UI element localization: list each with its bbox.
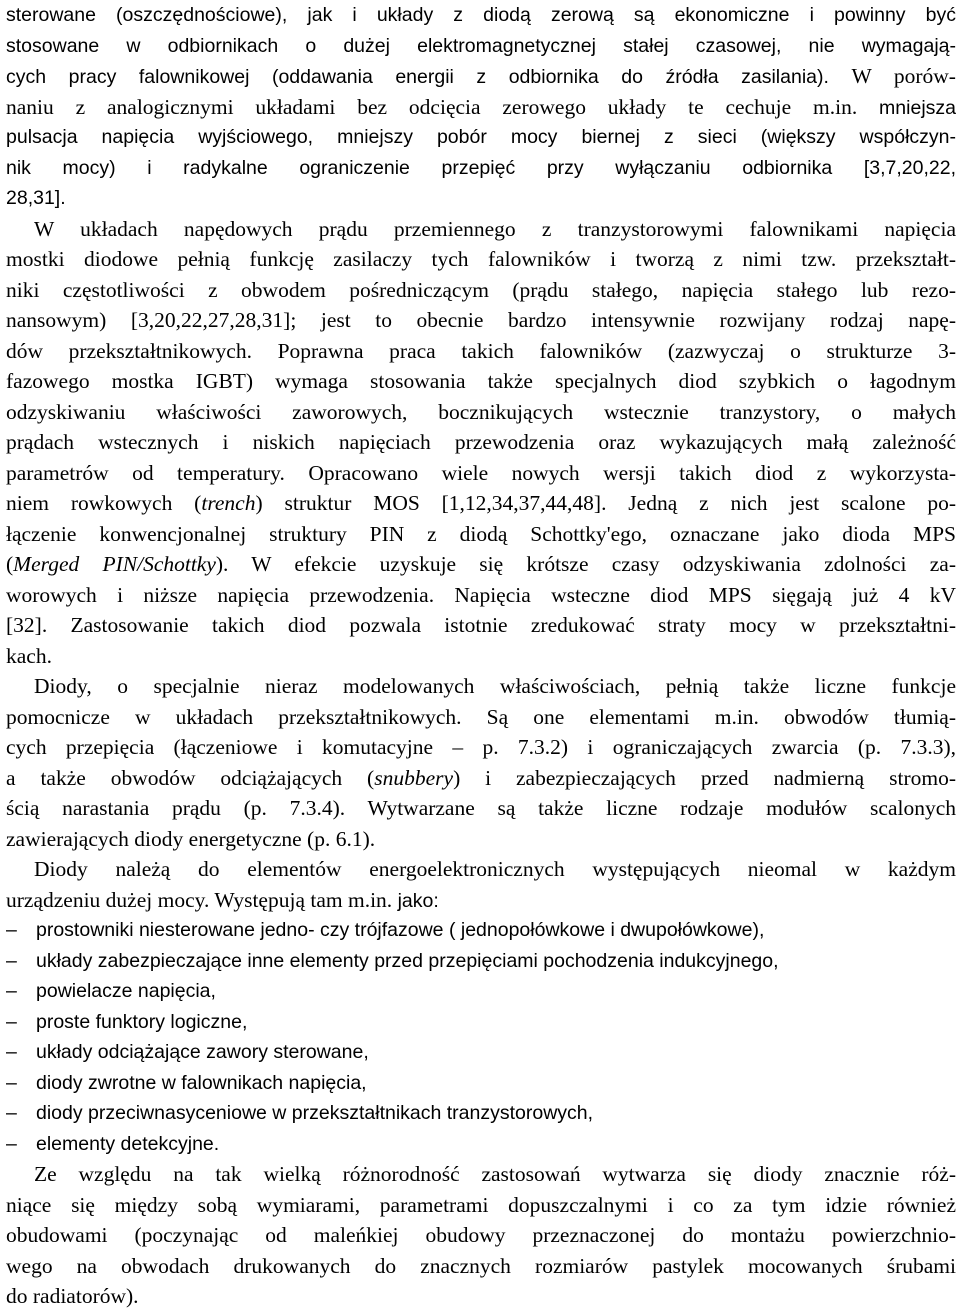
- text-line: [6, 885, 956, 916]
- text-line: dów przekształtnikowych. Poprawna praca takich falowników (zazwyczaj o strukturze 3-: [6, 338, 956, 363]
- text-line: ścią narastania prądu (p. 7.3.4). Wytwarzane są także liczne rodzaje modułów scalonych: [6, 796, 956, 820]
- list-item-text: prostowniki niesterowane jedno- czy trójfazowe ( jednopołówkowe i dwupołówkowe),: [36, 919, 765, 941]
- document-page: [6, 0, 956, 1312]
- text-line: mostki diodowe pełnią funkcję zasilaczy tych falowników i tworzą z nimi tzw. przekształt-: [6, 247, 956, 271]
- bullet-dash: –: [6, 1071, 17, 1094]
- text-line: 28,31].: [6, 187, 66, 209]
- text-segment: cych pracy falownikowej (oddawania energii z odbiornika do źródła zasilania).: [6, 66, 852, 88]
- bullet-dash: –: [6, 949, 17, 972]
- list-item: [6, 1037, 956, 1068]
- text-line: nansowym) [3,20,22,27,28,31]; jest to obecnie bardzo intensywnie rozwijany rodzaj napę-: [6, 308, 956, 332]
- text-line: odzyskiwaniu właściwości zaworowych, bocznikujących wstecznie tranzystory, o małych: [6, 399, 956, 424]
- list-item: [6, 946, 956, 977]
- text-line: Diody, o specjalnie nieraz modelowanych właściwościach, pełnią także liczne funkcje: [34, 674, 956, 698]
- text-line: obudowami (poczynając od maleńkiej obudowy przeznaczonej do montażu powierzchnio-: [6, 1223, 956, 1247]
- text-line: do radiatorów).: [6, 1284, 139, 1308]
- list-item-text: elementy detekcyjne.: [36, 1132, 220, 1155]
- text-line: [32]. Zastosowanie takich diod pozwala istotnie zredukować straty mocy w przekształtni-: [6, 613, 956, 637]
- list-item-text: proste funktory logiczne,: [36, 1010, 248, 1033]
- text-line: Diody należą do elementów energoelektronicznych występujących nieomal w każdym: [34, 857, 956, 881]
- paragraph-variety: [6, 1159, 956, 1312]
- text-line: nik mocy) i radykalne ograniczenie przepięć przy wyłączaniu odbiornika [3,7,20,22,: [6, 156, 956, 179]
- list-item-text: diody przeciwnasyceniowe w przekształtnikach tranzystorowych,: [36, 1102, 594, 1124]
- text-line: [6, 549, 956, 580]
- text-line: łączenie konwencjonalnej struktury PIN z diodą Schottky'ego, oznaczane jako dioda MPS: [6, 521, 956, 546]
- text-segment: ) struktur MOS [1,12,34,37,44,48]. Jedną z nich jest scalone po-: [255, 491, 956, 515]
- list-item: [6, 915, 956, 946]
- paragraph-ac-drives: [6, 214, 956, 672]
- text-line: [6, 92, 956, 123]
- text-segment: ) i zabezpieczających przed nadmierną stromo-: [453, 765, 956, 790]
- text-line: worowych i niższe napięcia przewodzenia. Napięcia wsteczne diod MPS sięgają już 4 kV: [6, 582, 956, 607]
- text-segment: W porów-: [851, 64, 956, 88]
- text-line: [6, 488, 956, 519]
- text-line: niki częstotliwości z obwodem pośredniczącym (prądu stałego, napięcia stałego lub rezo-: [6, 277, 956, 302]
- text-line: Ze względu na tak wielką różnorodność zastosowań wytwarza się diody znacznie róż-: [34, 1162, 956, 1186]
- text-line: W układach napędowych prądu przemiennego z tranzystorowymi falownikami napięcia: [34, 216, 956, 241]
- italic-term: snubbery: [374, 765, 454, 790]
- bullet-dash: –: [6, 1041, 17, 1063]
- text-segment: (: [6, 552, 14, 576]
- bullet-dash: –: [6, 1010, 17, 1033]
- paragraph-auxiliary: [6, 671, 956, 854]
- list-item: [6, 1129, 956, 1160]
- text-line: [6, 763, 956, 794]
- text-segment: a także obwodów odciążających (: [6, 765, 375, 790]
- text-segment: jako:: [397, 889, 439, 912]
- text-line: sterowane (oszczędnościowe), jak i układy z diodą zerową są ekonomiczne i powinny być: [6, 4, 956, 26]
- text-segment: naniu z analogicznymi układami bez odcięcia zerowego układy te cechuje m.in.: [6, 94, 880, 119]
- text-segment: niem rowkowych (: [6, 491, 202, 515]
- list-item-text: powielacze napięcia,: [36, 980, 216, 1002]
- list-item-text: układy zabezpieczające inne elementy przed przepięciami pochodzenia indukcyjnego,: [36, 949, 779, 972]
- bullet-list: [6, 915, 956, 1159]
- italic-term: Merged PIN/Schottky: [13, 552, 216, 576]
- text-segment: ). W efekcie uzyskuje się krótsze czasy odzyskiwania zdolności za-: [215, 552, 956, 576]
- list-item: [6, 1098, 956, 1129]
- italic-term: trench: [201, 491, 256, 515]
- bullet-dash: –: [6, 1102, 17, 1124]
- bullet-dash: –: [6, 919, 17, 941]
- text-line: kach.: [6, 643, 52, 668]
- text-line: fazowego mostka IGBT) wymaga stosowania także specjalnych diod szybkich o łagodnym: [6, 369, 956, 393]
- text-line: pulsacja napięcia wyjściowego, mniejszy pobór mocy biernej z sieci (większy współczyn-: [6, 126, 956, 148]
- list-item: [6, 1007, 956, 1038]
- paragraph-diode-zero: [6, 0, 956, 214]
- list-item-text: diody zwrotne w falownikach napięcia,: [36, 1071, 367, 1094]
- bullet-dash: –: [6, 1132, 17, 1155]
- text-line: stosowane w odbiornikach o dużej elektromagnetycznej stałej czasowej, nie wymagają-: [6, 34, 956, 57]
- list-item: [6, 1068, 956, 1099]
- text-line: pomocnicze w układach przekształtnikowych. Są one elementami m.in. obwodów tłumią-: [6, 704, 956, 729]
- text-line: cych przepięcia (łączeniowe i komutacyjne – p. 7.3.2) i ograniczających zwarcia (p. 7.3.3),: [6, 735, 956, 759]
- text-line: zawierających diody energetyczne (p. 6.1).: [6, 826, 376, 851]
- paragraph-high-power: [6, 854, 956, 915]
- bullet-dash: –: [6, 980, 17, 1002]
- text-line: [6, 61, 956, 92]
- text-line: niące się między sobą wymiarami, parametrami dopuszczalnymi i co za tym idzie również: [6, 1192, 956, 1217]
- text-line: wego na obwodach drukowanych do znacznych rozmiarów pastylek mocowanych śrubami: [6, 1253, 956, 1278]
- list-item: [6, 976, 956, 1007]
- text-segment: mniejsza: [879, 96, 956, 119]
- text-segment: urządzeniu dużej mocy. Występują tam m.in.: [6, 887, 398, 912]
- text-line: prądach wstecznych i niskich napięciach przewodzenia oraz wykazujących małą zależność: [6, 430, 956, 454]
- list-item-text: układy odciążające zawory sterowane,: [36, 1041, 369, 1063]
- text-line: parametrów od temperatury. Opracowano wiele nowych wersji takich diod z wykorzysta-: [6, 460, 956, 485]
